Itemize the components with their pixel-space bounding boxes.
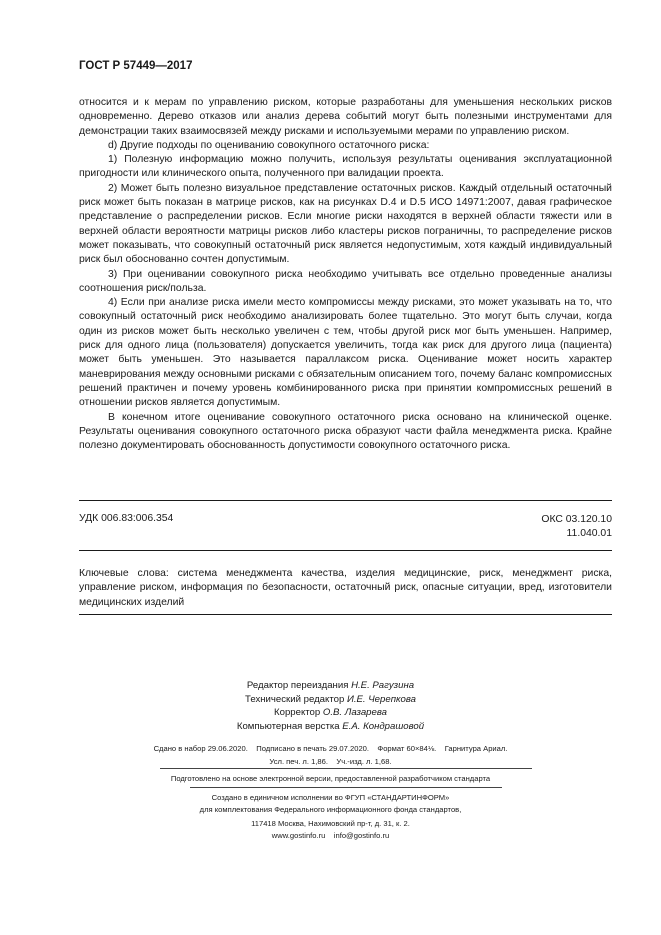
credit-corrector: Корректор О.В. Лазарева (274, 707, 387, 718)
paragraph: В конечном итоге оценивание совокупного остаточного риска основано на клинической оценке. Результаты оценивания совокупного остаточного риска образуют части файла менеджмента риска. Крайне полезно документировать обоснованность допустимости совокупного остаточного риска. (79, 411, 612, 452)
credit-editor: Редактор переиздания Н.Е. Рагузина (246, 680, 415, 691)
divider (160, 768, 532, 769)
divider (79, 550, 612, 551)
publication-info (0, 742, 661, 768)
web-line: www.gostinfo.ru info@gostinfo.ru (271, 830, 390, 840)
keywords: Ключевые слова: система менеджмента качества, изделия медицинские, риск, менеджмент риска, управление риском, информация по безопасности, остаточный риск, опасные ситуации, вред, изготовители медицинских изделий (79, 568, 612, 608)
paragraph: d) Другие подходы по оцениванию совокупного остаточного риска: (108, 139, 430, 151)
production-line: Создано в единичном исполнении во ФГУП «СТАНДАРТИНФОРМ» (211, 793, 450, 802)
divider (79, 614, 612, 615)
address-line: 117418 Москва, Нахимовский пр-т, д. 31, к. 2. (251, 819, 410, 828)
credit-layout: Компьютерная верстка Е.А. Кондрашовой (236, 720, 425, 732)
body-text (79, 96, 612, 453)
oks-line: ОКС 03.120.10 (541, 514, 612, 525)
publisher-address (0, 818, 661, 841)
prepared-note: Подготовлено на основе электронной версии, предоставленной разработчиком стандарта (170, 774, 491, 783)
publication-line: Усл. печ. л. 1,86. Уч.-изд. л. 1,68. (269, 757, 392, 766)
production-note (0, 792, 661, 815)
udk-code: УДК 006.83:006.354 (79, 513, 174, 524)
paragraph: относится и к мерам по управлению риском, которые разработаны для уменьшения нескольких рисков одновременно. Дерево отказов или анализ дерева событий могут быть полезными инструментами для демонстрации таких взаимосвязей между рисками и используемыми мерами по управлению риском. (79, 97, 612, 137)
paragraph: 3) При оценивании совокупного риска необходимо учитывать все отдельно проведенные анализы соотношения риск/польза. (79, 268, 612, 294)
credits (0, 679, 661, 733)
document-header: ГОСТ Р 57449—2017 (79, 60, 193, 72)
oks-line: 11.040.01 (566, 528, 612, 540)
divider (190, 787, 502, 788)
production-line: для комплектования Федерального информационного фонда стандартов, (199, 804, 462, 814)
credit-tech-editor: Технический редактор И.Е. Черепкова (245, 693, 416, 705)
oks-code (541, 513, 612, 542)
divider (79, 500, 612, 501)
publication-line: Сдано в набор 29.06.2020. Подписано в печать 29.07.2020. Формат 60×84⅛. Гарнитура Ариал. (153, 744, 508, 753)
paragraph: 1) Полезную информацию можно получить, используя результаты оценивания эксплуатационной пригодности или клинического опыта, полученного при валидации проекта. (79, 154, 612, 180)
paragraph: 2) Может быть полезно визуальное представление остаточных рисков. Каждый отдельный остаточный риск может быть показан в матрице рисков, как на рисунках D.4 и D.5 ИСО 14971:2007, давая графическое представление о распределении рисков. Если многие риски находятся в верхней области тяжести или в верхней области вероятности матрицы рисков либо кластеры рисков пограничны, то распределение рисков может показывать, что совокупный остаточный риск является недопустимым, хотя каждый индивидуальный риск был обоснованно сочтен допустимым. (79, 182, 612, 266)
paragraph: 4) Если при анализе риска имели место компромиссы между рисками, это может указывать на то, что совокупный остаточный риск необходимо анализировать более тщательно. Это могут быть случаи, когда один из рисков может быть несколько увеличен с тем, чтобы другой риск мог быть уменьшен. Например, риск для одного лица (пользователя) допускается увеличить, тогда как риск для другого лица (пациента) может быть уменьшен. Это называется параллаксом риска. Оценивание может носить характер маневрирования между основными рисками с обязательным описанием того, почему баланс компромиссных решений практичен и почему уровень комбинированного риска при принятии компромиссных решений в отношении рисков является допустимым. (79, 297, 612, 409)
